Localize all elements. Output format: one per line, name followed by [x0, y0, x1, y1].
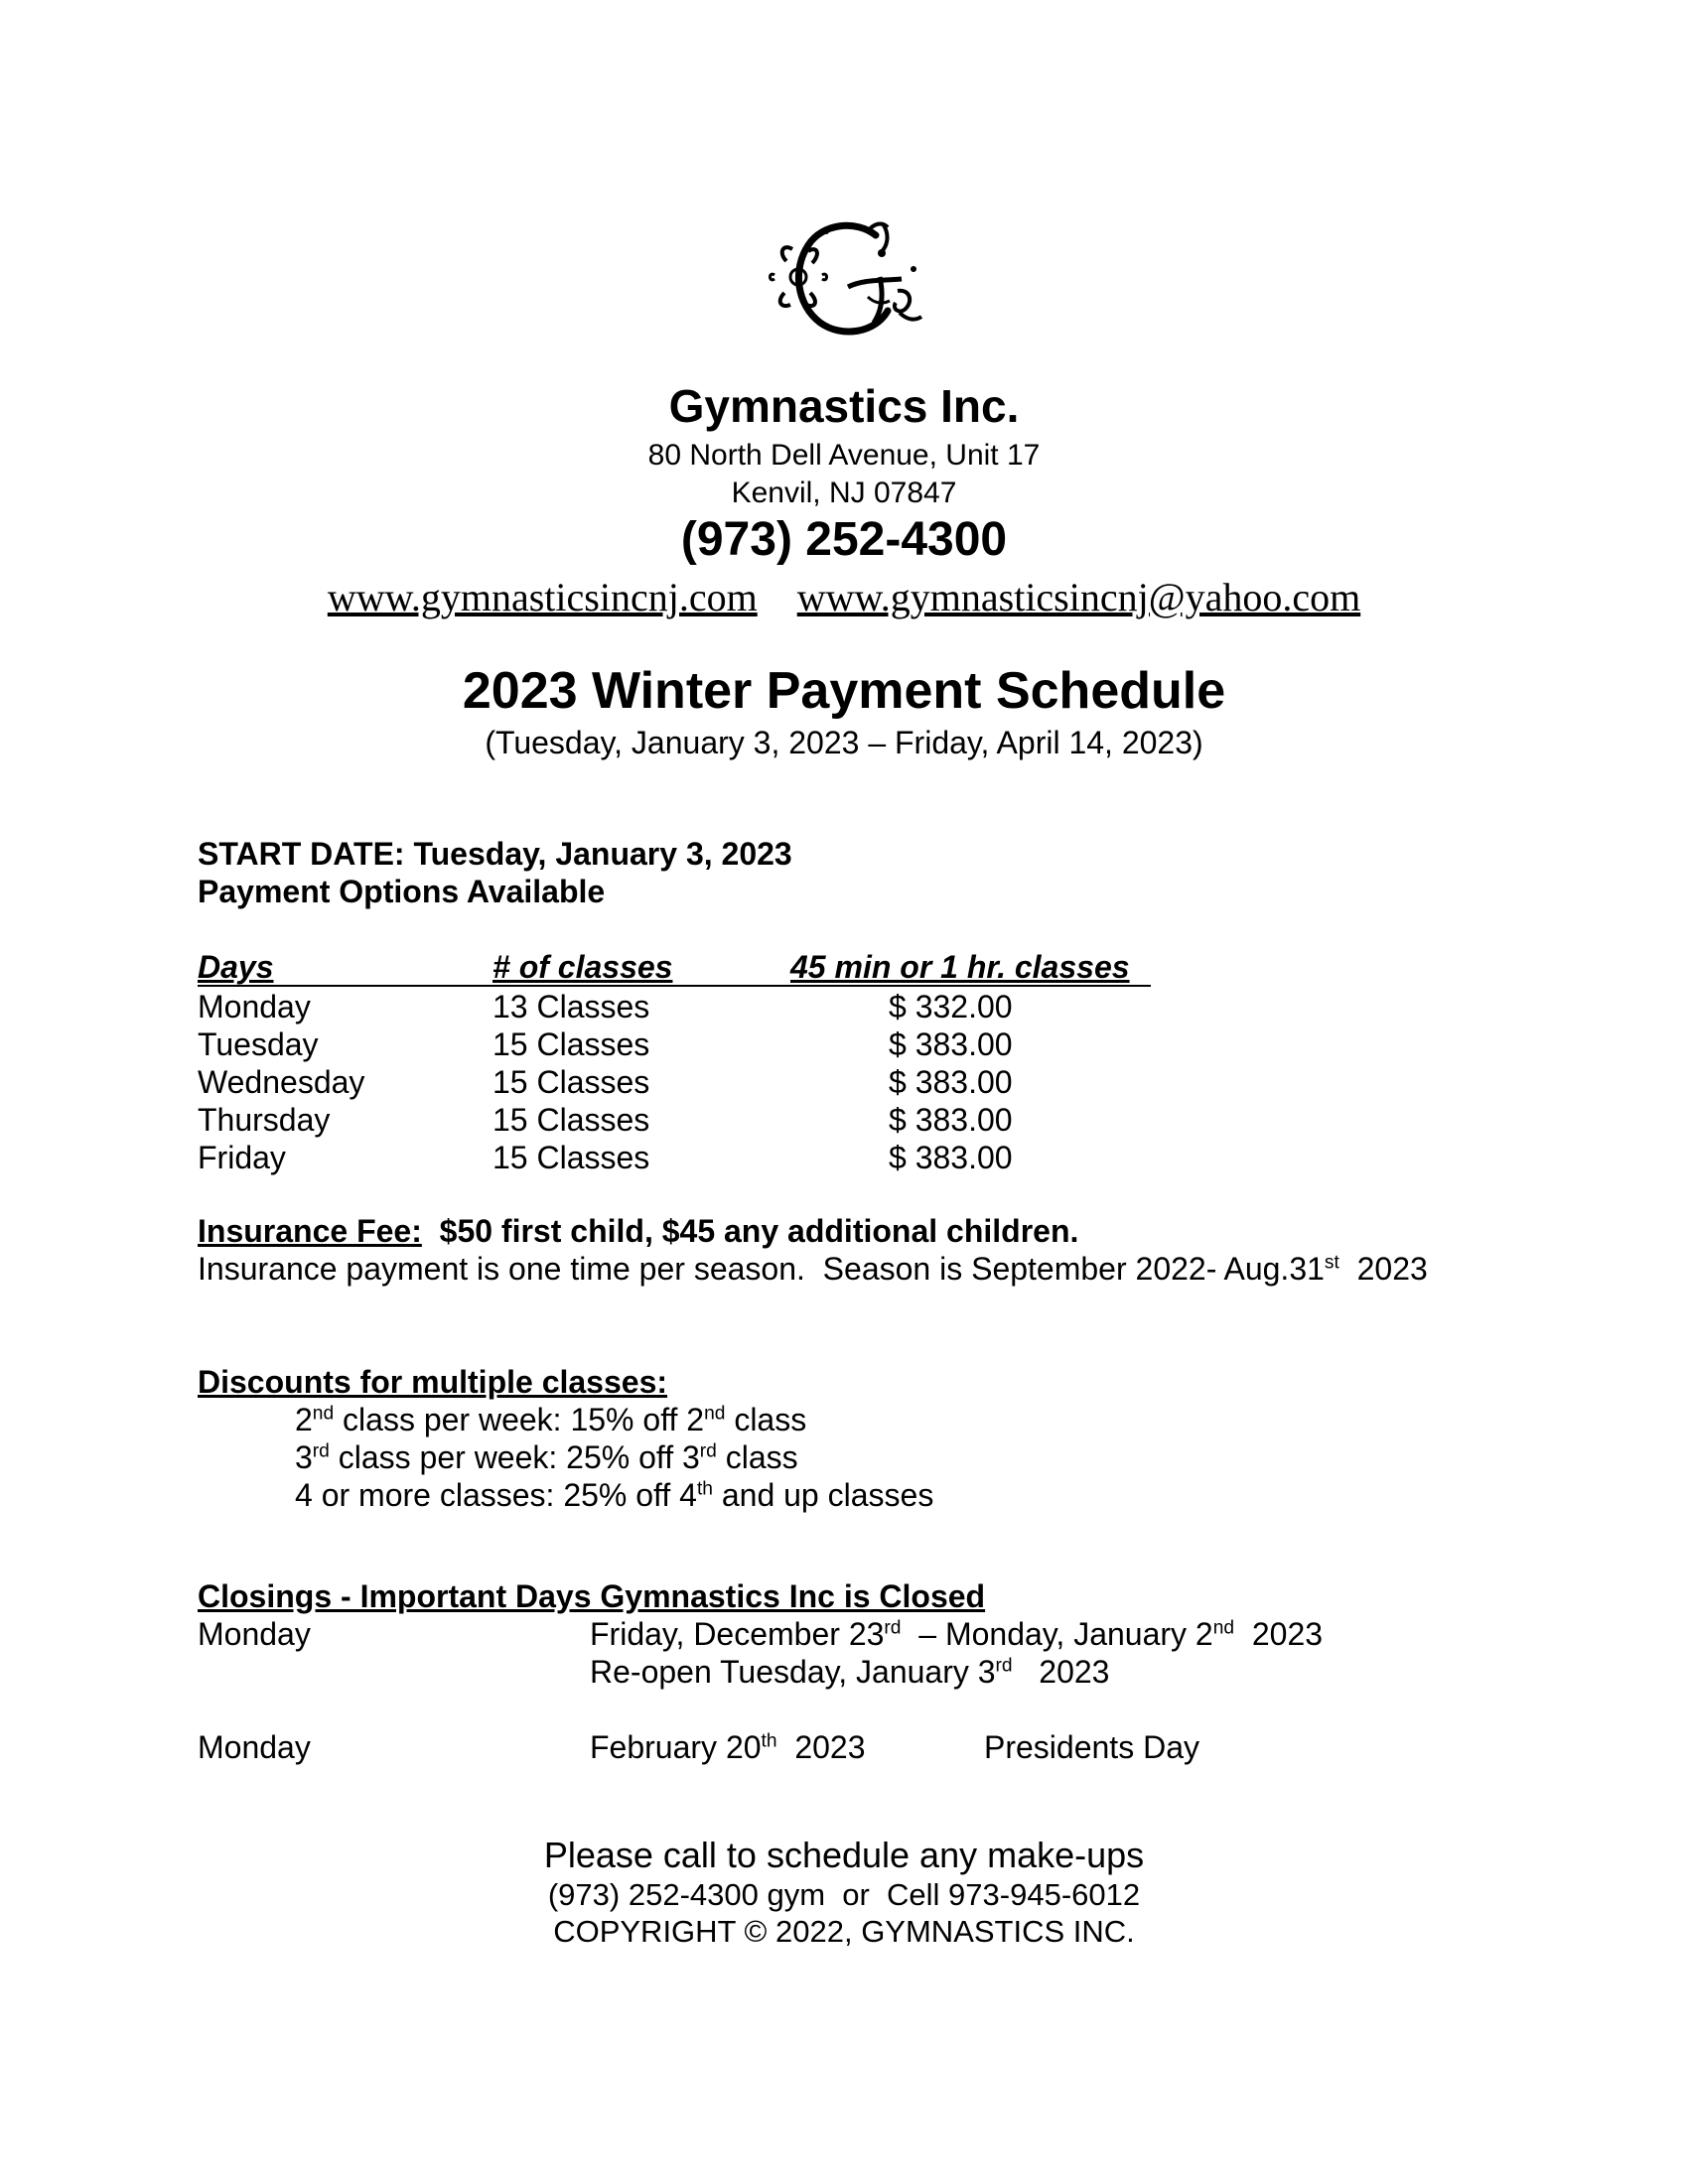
page-title: 2023 Winter Payment Schedule	[462, 662, 1226, 720]
address-line-2: Kenvil, NJ 07847	[731, 477, 957, 509]
day-cell: Thursday	[198, 1102, 331, 1138]
insurance-label: Insurance Fee:	[198, 1213, 422, 1249]
ordinal-sup: nd	[704, 1403, 726, 1425]
phone-number: (973) 252-4300	[680, 513, 1008, 566]
classes-cell: 15 Classes	[492, 1064, 650, 1100]
website-link[interactable]: www.gymnasticsincnj.com	[327, 575, 758, 619]
makeups-note: Please call to schedule any make-ups	[543, 1835, 1145, 1875]
date-range: (Tuesday, January 3, 2023 – Friday, April 14, 2023)	[485, 725, 1203, 760]
insurance-fee-text: $50 first child, $45 any additional children.	[421, 1213, 1079, 1249]
closing-text: Friday, December 23	[590, 1616, 885, 1652]
price-cell: $ 332.00	[889, 989, 1013, 1024]
ordinal-sup: rd	[312, 1440, 330, 1462]
discount-text: and up classes	[712, 1477, 934, 1513]
reopen-date	[590, 1654, 1109, 1691]
table-row	[198, 1100, 1151, 1138]
discount-line-4th	[295, 1477, 933, 1514]
insurance-fee	[198, 1213, 1078, 1250]
address-line-1: 80 North Dell Avenue, Unit 17	[647, 439, 1041, 472]
closing-text: 2023	[776, 1729, 866, 1765]
closings-heading: Closings - Important Days Gymnastics Inc is Closed	[198, 1578, 986, 1614]
day-cell: Tuesday	[198, 1026, 319, 1062]
insurance-note	[198, 1251, 1428, 1288]
closing-text: – Monday, January 2	[901, 1616, 1213, 1652]
discount-line-3rd	[295, 1439, 798, 1476]
table-row	[198, 1062, 1151, 1100]
insurance-note-year: 2023	[1338, 1251, 1428, 1287]
payment-table	[198, 949, 1151, 1175]
discount-text: 4 or more classes: 25% off 4	[295, 1477, 697, 1513]
discounts-heading: Discounts for multiple classes:	[198, 1364, 668, 1400]
day-cell: Friday	[198, 1140, 286, 1175]
ordinal-sup: rd	[699, 1440, 717, 1462]
start-date: START DATE: Tuesday, January 3, 2023	[198, 836, 792, 872]
table-header-row	[198, 949, 1151, 987]
closing-day: Monday	[198, 1729, 311, 1765]
copyright: COPYRIGHT © 2022, GYMNASTICS INC.	[553, 1914, 1135, 1949]
ordinal-sup: rd	[995, 1655, 1013, 1677]
payment-options: Payment Options Available	[198, 874, 606, 909]
discount-text: 2	[295, 1402, 313, 1437]
discount-text: class	[716, 1439, 798, 1475]
links-row	[0, 574, 1688, 620]
header-classes: # of classes	[492, 949, 673, 985]
price-cell: $ 383.00	[889, 1102, 1013, 1138]
contact-numbers: (973) 252-4300 gym or Cell 973-945-6012	[547, 1877, 1141, 1912]
discount-text: class per week: 25% off 3	[329, 1439, 700, 1475]
day-cell: Monday	[198, 989, 311, 1024]
closing-text: February 20	[590, 1729, 762, 1765]
classes-cell: 13 Classes	[492, 989, 650, 1024]
classes-cell: 15 Classes	[492, 1102, 650, 1138]
header-price: 45 min or 1 hr. classes	[790, 949, 1130, 985]
closing-day: Monday	[198, 1616, 311, 1652]
closing-text: Re-open Tuesday, January 3	[590, 1654, 996, 1690]
price-cell: $ 383.00	[889, 1140, 1013, 1175]
ordinal-sup: nd	[312, 1403, 335, 1425]
insurance-note-text: Insurance payment is one time per season. Season is September 2022- Aug.31	[198, 1251, 1325, 1287]
closing-dates	[590, 1616, 1323, 1653]
discount-text: 3	[295, 1439, 313, 1475]
table-row	[198, 1024, 1151, 1062]
closing-date	[590, 1729, 866, 1766]
ordinal-sup: th	[761, 1730, 777, 1752]
price-cell: $ 383.00	[889, 1026, 1013, 1062]
discount-text: class per week: 15% off 2	[334, 1402, 705, 1437]
holiday-name: Presidents Day	[984, 1729, 1199, 1765]
header-days: Days	[198, 949, 274, 985]
ordinal-sup: nd	[1212, 1617, 1235, 1639]
closing-text: 2023	[1012, 1654, 1110, 1690]
classes-cell: 15 Classes	[492, 1026, 650, 1062]
table-row	[198, 1138, 1151, 1175]
ordinal-sup: rd	[884, 1617, 902, 1639]
day-cell: Wednesday	[198, 1064, 365, 1100]
discount-line-2nd	[295, 1402, 806, 1438]
org-name: Gymnastics Inc.	[668, 380, 1020, 432]
price-cell: $ 383.00	[889, 1064, 1013, 1100]
email-link[interactable]: www.gymnasticsincnj@yahoo.com	[796, 575, 1361, 619]
classes-cell: 15 Classes	[492, 1140, 650, 1175]
insurance-note-sup: st	[1324, 1252, 1339, 1274]
discount-text: class	[725, 1402, 807, 1437]
ordinal-sup: th	[696, 1478, 713, 1500]
table-row	[198, 987, 1151, 1024]
closing-text: 2023	[1234, 1616, 1324, 1652]
ornate-letter-g-icon	[765, 213, 933, 342]
